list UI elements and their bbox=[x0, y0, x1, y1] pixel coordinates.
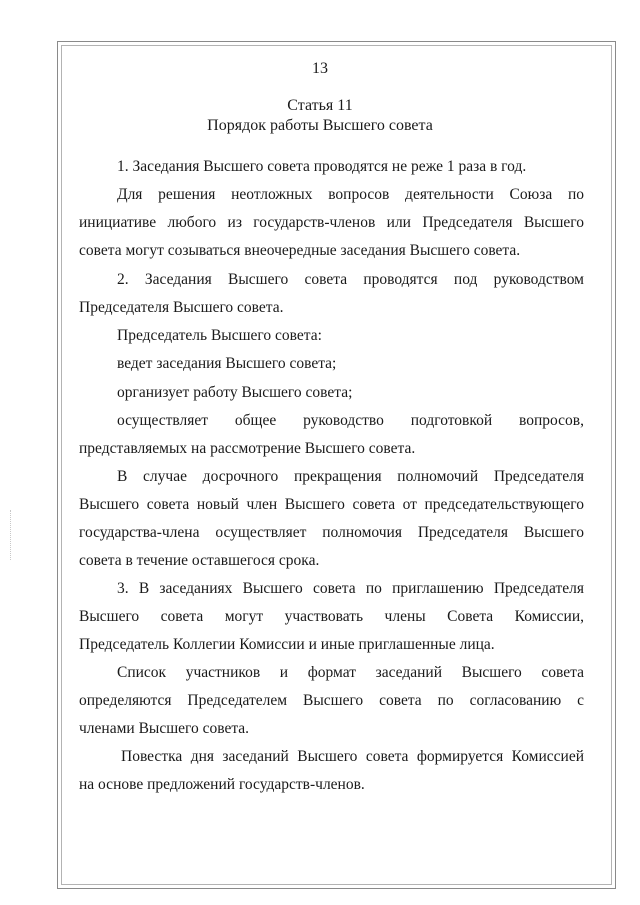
text-line: 3. В заседаниях Высшего совета по приглашению Председателя bbox=[117, 580, 584, 597]
text-line: инициативе любого из государств-членов или Председателя Высшего bbox=[79, 214, 584, 231]
text-line: 1. Заседания Высшего совета проводятся не реже 1 раза в год. bbox=[117, 158, 527, 175]
text-line: членами Высшего совета. bbox=[79, 720, 250, 737]
text-line: государства-члена осуществляет полномочия Председателя Высшего bbox=[79, 524, 584, 541]
article-number: Статья 11 bbox=[287, 97, 353, 114]
text-line: Председатель Коллегии Комиссии и иные приглашенные лица. bbox=[79, 636, 495, 653]
text-line: 2. Заседания Высшего совета проводятся под руководством bbox=[117, 271, 584, 288]
text-line: В случае досрочного прекращения полномочий Председателя bbox=[117, 468, 584, 485]
text-line: Председателя Высшего совета. bbox=[79, 299, 284, 316]
text-line: совета в течение оставшегося срока. bbox=[79, 552, 320, 569]
text-line: на основе предложений государств-членов. bbox=[79, 776, 365, 793]
text-line: Высшего совета новый член Высшего совета от председательствующего bbox=[79, 496, 584, 513]
text-line: определяются Председателем Высшего совета по согласованию с bbox=[79, 692, 584, 709]
text-line: Высшего совета могут участвовать члены Совета Комиссии, bbox=[79, 608, 584, 625]
text-line: Повестка дня заседаний Высшего совета формируется Комиссией bbox=[121, 748, 584, 765]
text-line: представляемых на рассмотрение Высшего совета. bbox=[79, 440, 416, 457]
text-line: Для решения неотложных вопросов деятельности Союза по bbox=[117, 186, 584, 203]
text-line: осуществляет общее руководство подготовкой вопросов, bbox=[117, 412, 584, 429]
text-line: Список участников и формат заседаний Высшего совета bbox=[117, 664, 584, 681]
page-number: 13 bbox=[312, 60, 328, 77]
scan-edge-mark bbox=[10, 510, 13, 560]
text-line: ведет заседания Высшего совета; bbox=[117, 355, 337, 372]
text-line: совета могут созываться внеочередные заседания Высшего совета. bbox=[79, 242, 521, 259]
article-title: Порядок работы Высшего совета bbox=[207, 117, 433, 134]
text-line: Председатель Высшего совета: bbox=[117, 327, 322, 344]
text-line: организует работу Высшего совета; bbox=[117, 384, 353, 401]
